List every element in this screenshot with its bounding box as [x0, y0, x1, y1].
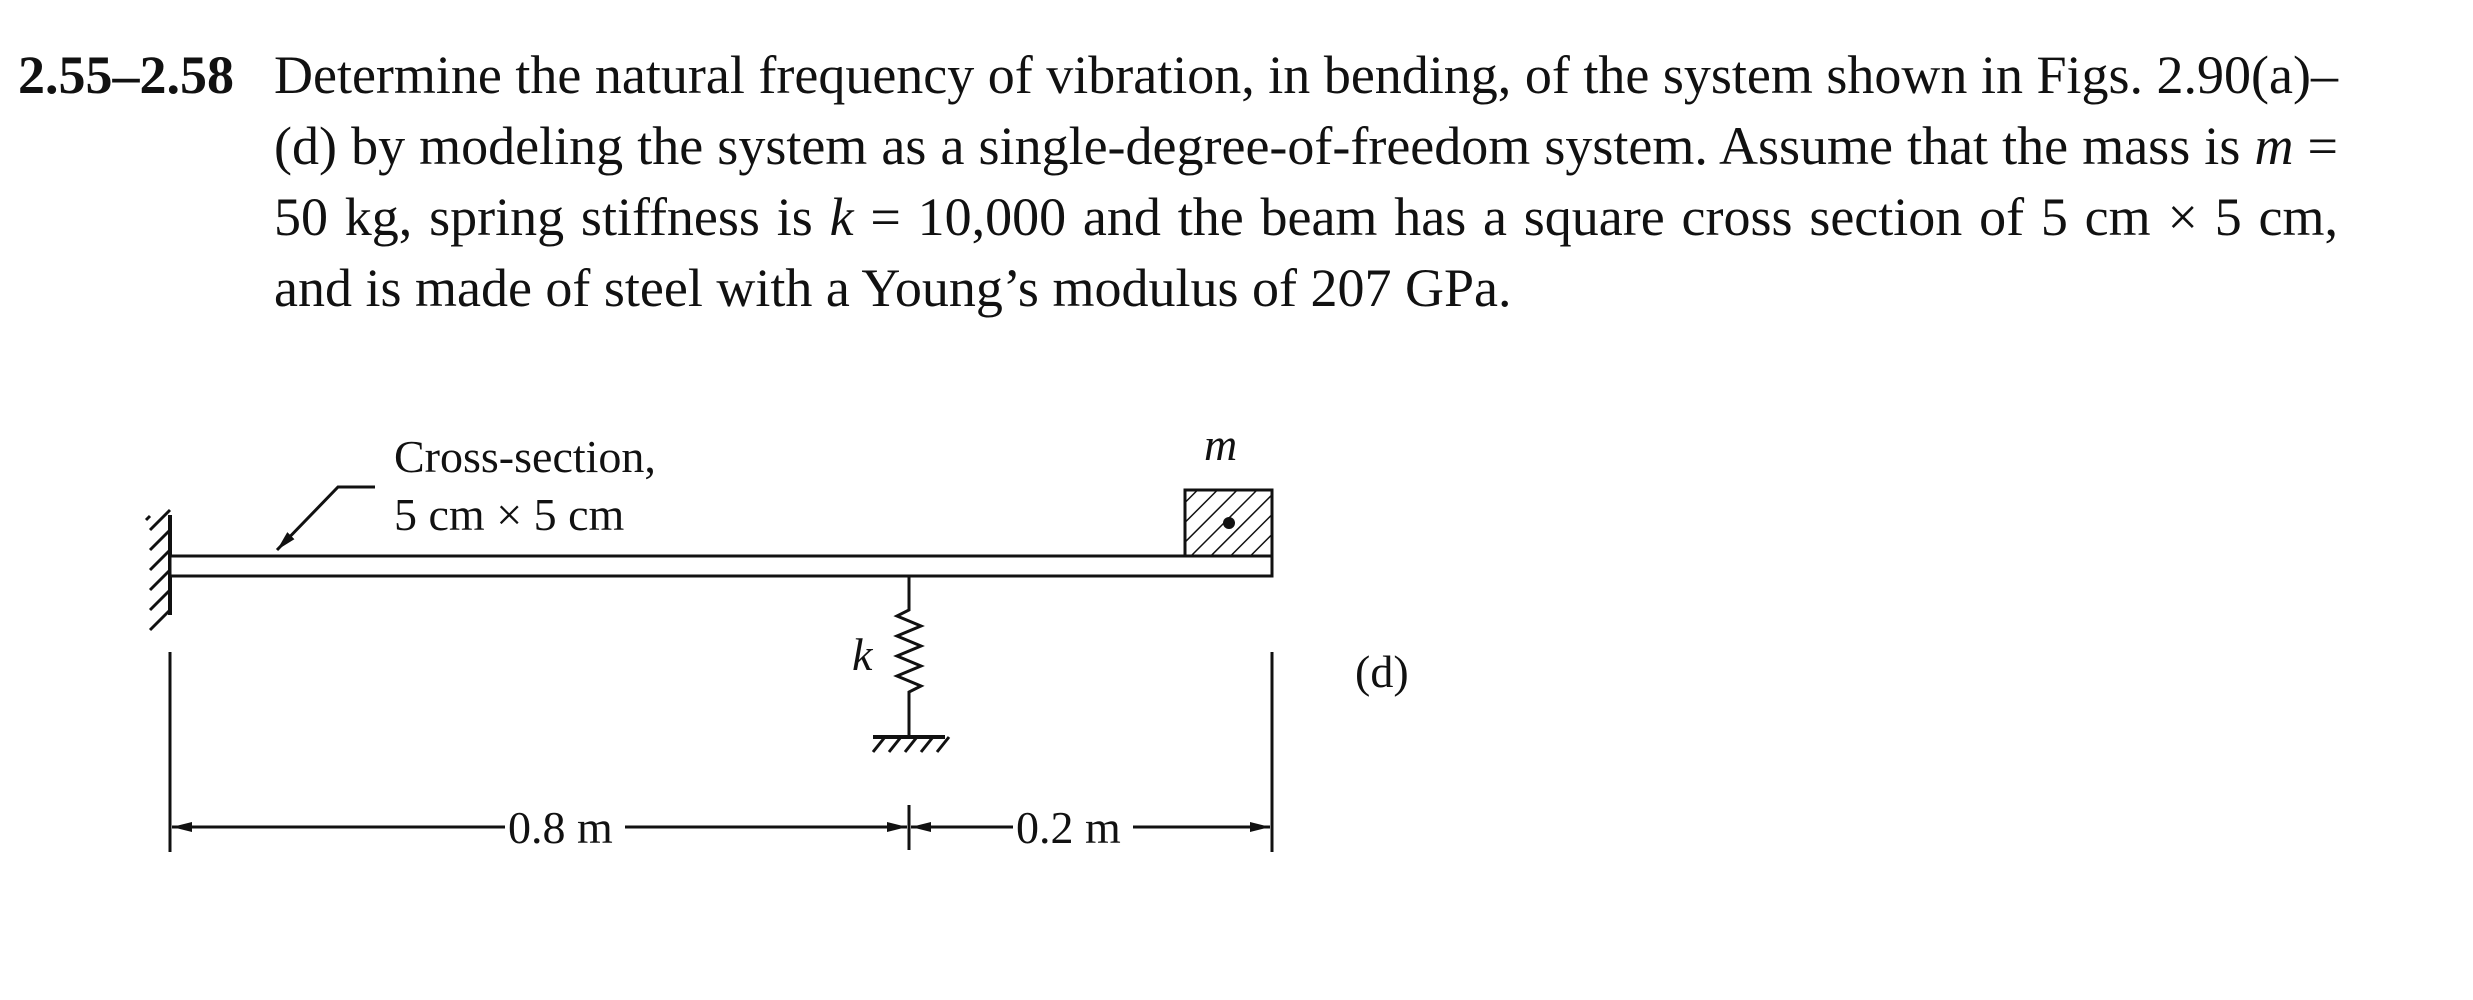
problem-statement	[18, 40, 2338, 324]
beam	[170, 556, 1272, 576]
problem-text-part3: = 10,000 and the beam has a square cross section of 5 cm × 5 cm, and is made of steel with a Young’s modulus of 207 GPa.	[274, 187, 2339, 318]
fixed-wall-support	[146, 510, 170, 630]
problem-text	[274, 40, 2338, 324]
problem-text-part2: = 50 kg, spring stiffness is	[274, 116, 2338, 247]
dimension-label-left: 0.8 m	[508, 802, 613, 853]
mass-block	[1185, 490, 1272, 556]
beam-figure	[0, 360, 1500, 920]
spring	[873, 576, 949, 752]
cross-section-label-line2: 5 cm × 5 cm	[394, 489, 625, 540]
problem-text-part1: Determine the natural frequency of vibration, in bending, of the system shown in Figs. 2.90(a)–(d) by modeling the system as a single-degree-of-freedom system. Assume that the mass is	[274, 45, 2338, 176]
mass-label: m	[1204, 419, 1238, 470]
dimension-label-right: 0.2 m	[1016, 802, 1121, 853]
variable-m: m	[2254, 116, 2294, 176]
variable-k: k	[829, 187, 854, 247]
cross-section-label-line1: Cross-section,	[394, 431, 656, 482]
beam-diagram	[0, 360, 1500, 920]
cross-section-leader	[277, 487, 375, 550]
figure-part-label: (d)	[1355, 646, 1409, 697]
spring-label: k	[852, 629, 873, 680]
problem-number: 2.55–2.58	[18, 45, 234, 105]
